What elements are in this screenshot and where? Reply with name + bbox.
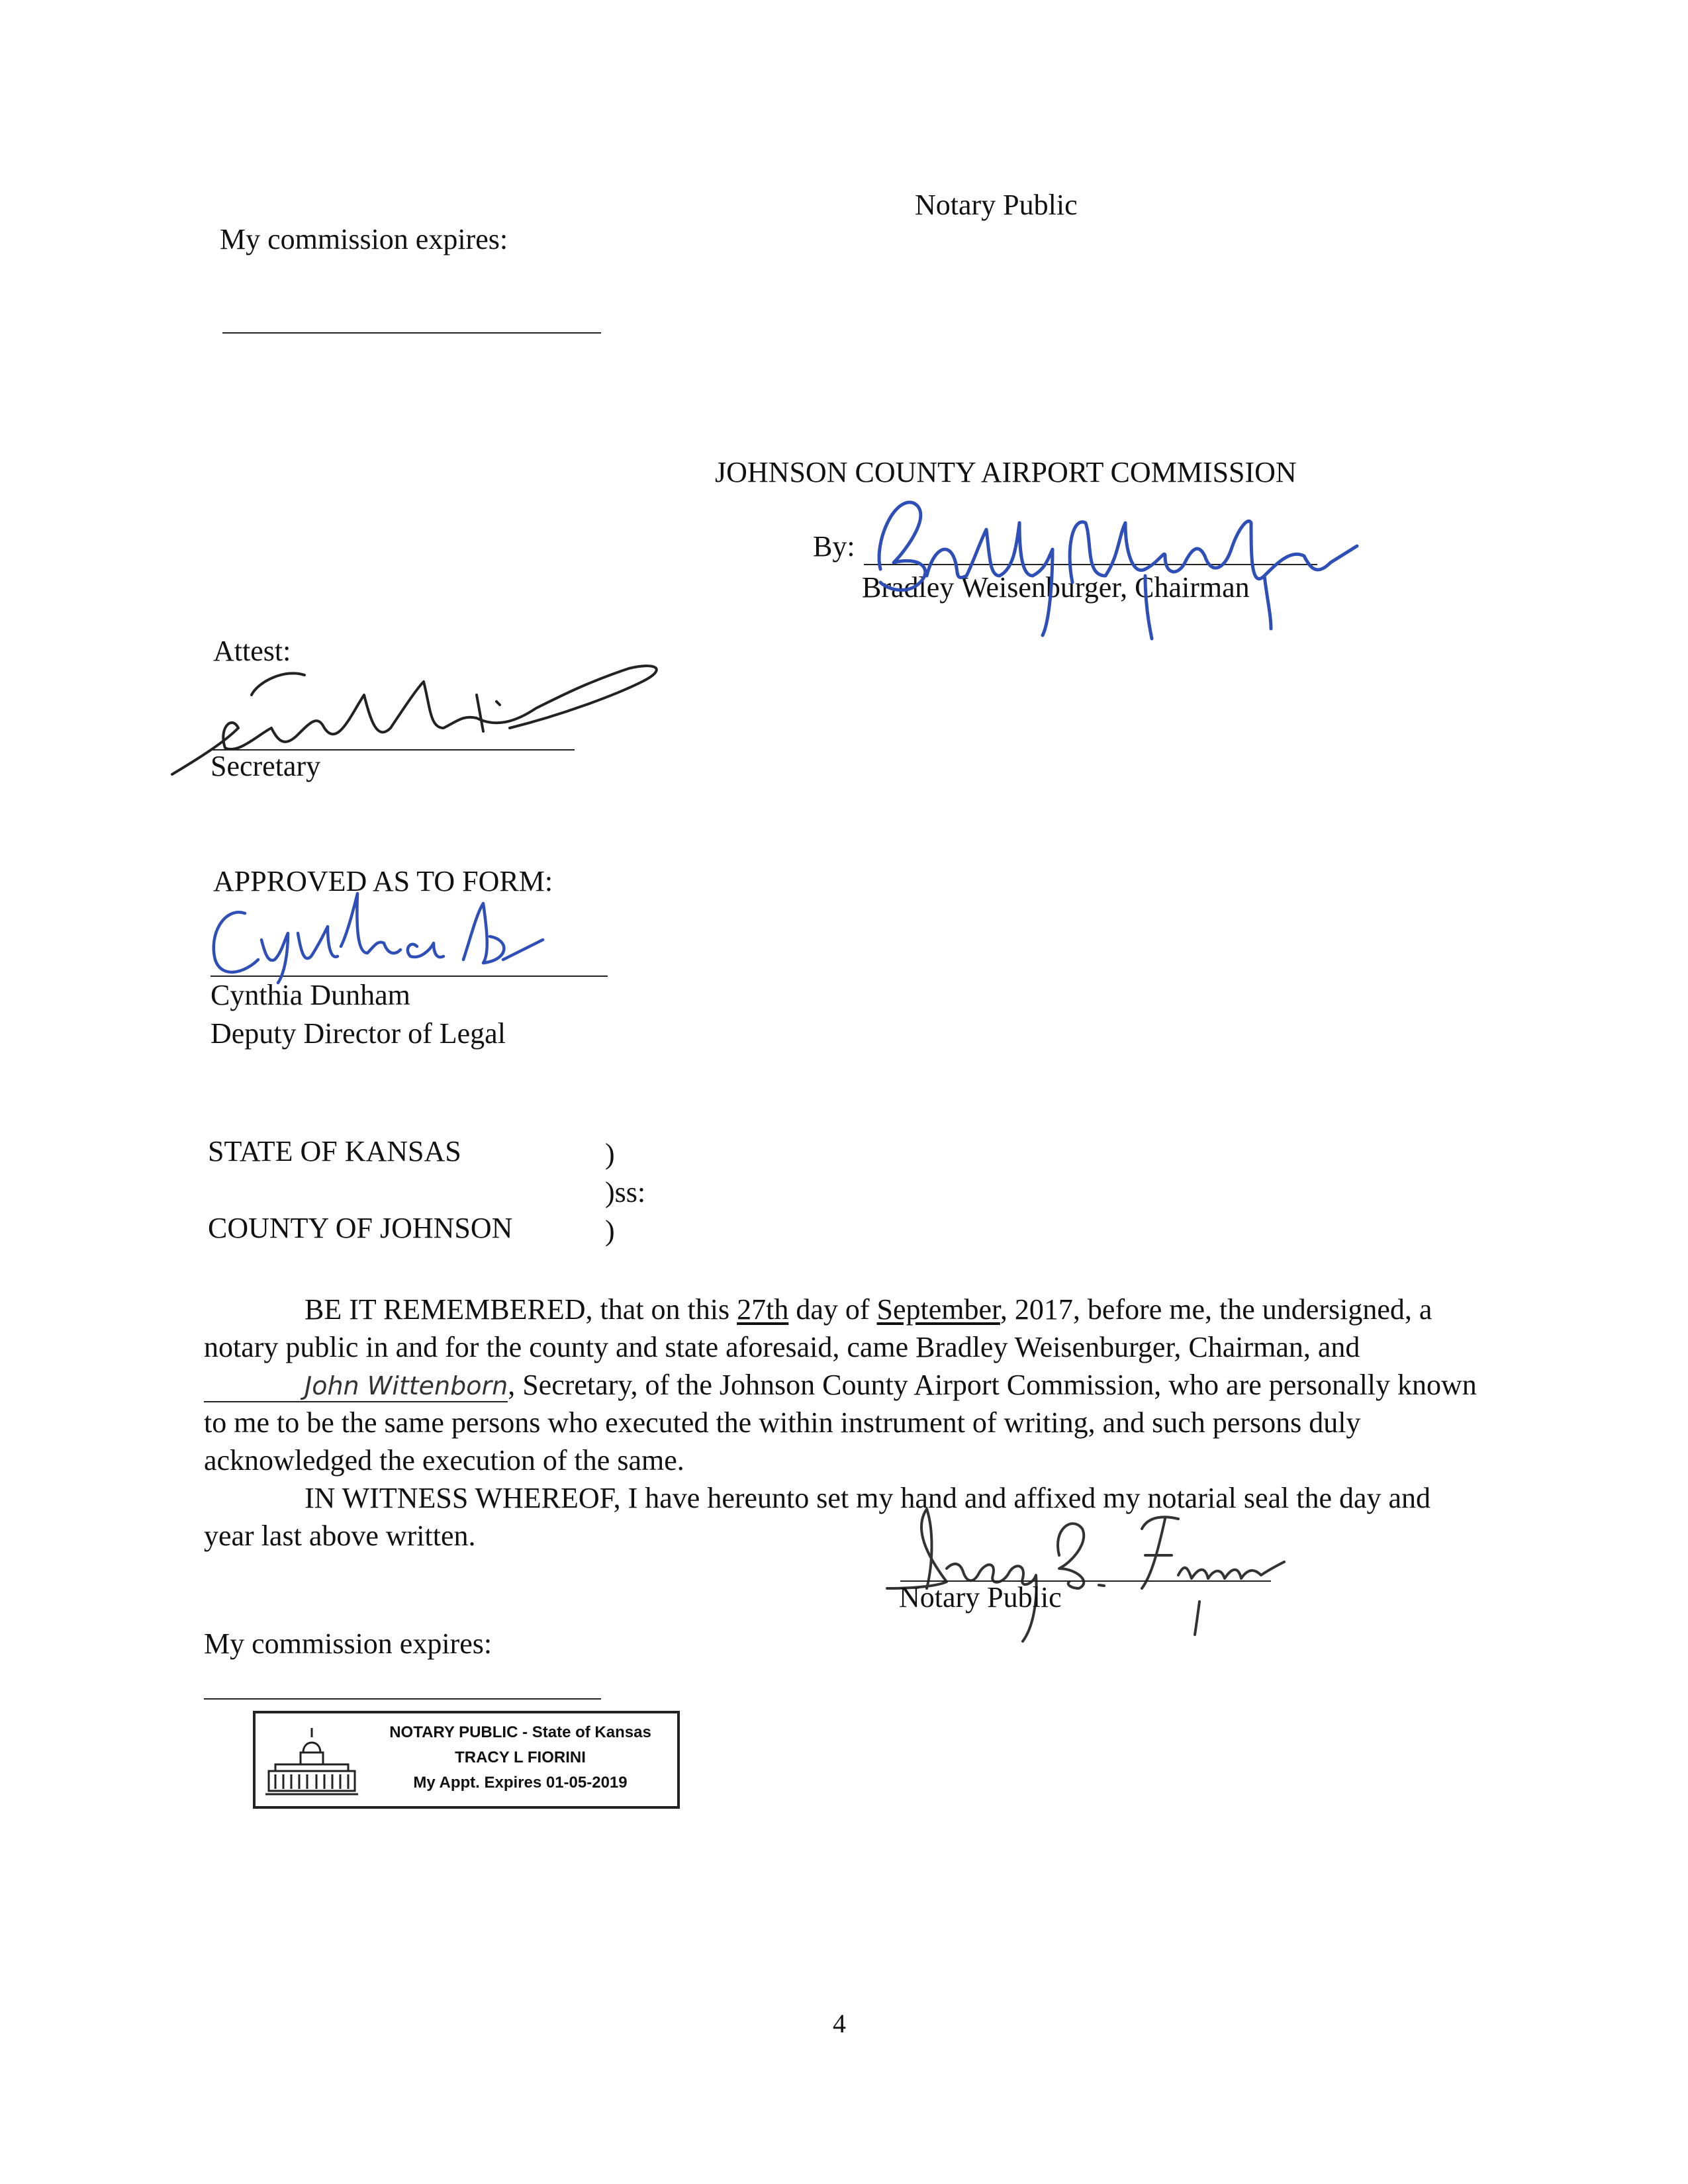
notary-public-label-bottom: Notary Public — [899, 1581, 1062, 1614]
venue-state: STATE OF KANSAS — [208, 1135, 461, 1167]
commission-expires-line-top — [222, 332, 601, 334]
notary-signature — [880, 1489, 1304, 1655]
chairman-signature — [854, 477, 1370, 649]
commission-expires-label-top: My commission expires: — [220, 223, 508, 255]
legal-signer-name: Cynthia Dunham — [211, 979, 410, 1011]
commission-org-name: JOHNSON COUNTY AIRPORT COMMISSION — [715, 456, 1297, 488]
stamp-line-expiry: My Appt. Expires 01-05-2019 — [413, 1774, 628, 1792]
ack-day-of: day of — [788, 1293, 877, 1326]
ack-month: September — [876, 1293, 1000, 1326]
stamp-line-name: TRACY L FIORINI — [455, 1749, 586, 1766]
venue-county: COUNTY OF JOHNSON — [208, 1212, 513, 1244]
commission-expires-line-bottom — [204, 1698, 601, 1700]
secretary-role-label: Secretary — [211, 750, 321, 782]
ack-intro: BE IT REMEMBERED, that on this — [305, 1293, 737, 1326]
stamp-line-state: NOTARY PUBLIC - State of Kansas — [389, 1723, 651, 1741]
venue-paren-close: ) — [605, 1214, 615, 1247]
ack-day: 27th — [737, 1293, 789, 1326]
commission-expires-label-bottom: My commission expires: — [204, 1627, 492, 1660]
legal-signer-title: Deputy Director of Legal — [211, 1017, 506, 1050]
witness-text: IN WITNESS WHEREOF, I have hereunto set my hand and affixed my notarial seal the day and year last above written. — [204, 1482, 1431, 1552]
chairman-name: Bradley Weisenburger, Chairman — [862, 571, 1250, 604]
by-label: By: — [813, 530, 855, 563]
venue-ss: )ss: — [605, 1176, 646, 1208]
ack-handwritten-secretary-name: John Wittenborn — [204, 1371, 508, 1402]
ack-rest1: , 2017, before me, the undersigned, a notary public in and for the county and state aforesaid, came Bradley Weisenburger, Chairman, and — [204, 1293, 1432, 1363]
venue-paren-open: ) — [605, 1138, 615, 1170]
approved-as-to-form-heading: APPROVED AS TO FORM: — [213, 865, 553, 897]
secretary-signature — [165, 655, 695, 788]
attest-label: Attest: — [213, 635, 291, 667]
capitol-building-icon — [262, 1723, 361, 1802]
acknowledgment-text — [204, 1291, 1481, 1479]
notary-stamp — [253, 1711, 680, 1809]
ack-rest2: , Secretary, of the Johnson County Airport Commission, who are personally known to me to be the same persons who executed the within instrument of writing, and such persons duly acknowledged the execution of the same. — [204, 1369, 1477, 1477]
notary-public-label-top: Notary Public — [915, 189, 1078, 221]
page-number: 4 — [833, 2009, 846, 2038]
legal-signature — [199, 887, 569, 986]
stamp-text — [371, 1720, 669, 1796]
